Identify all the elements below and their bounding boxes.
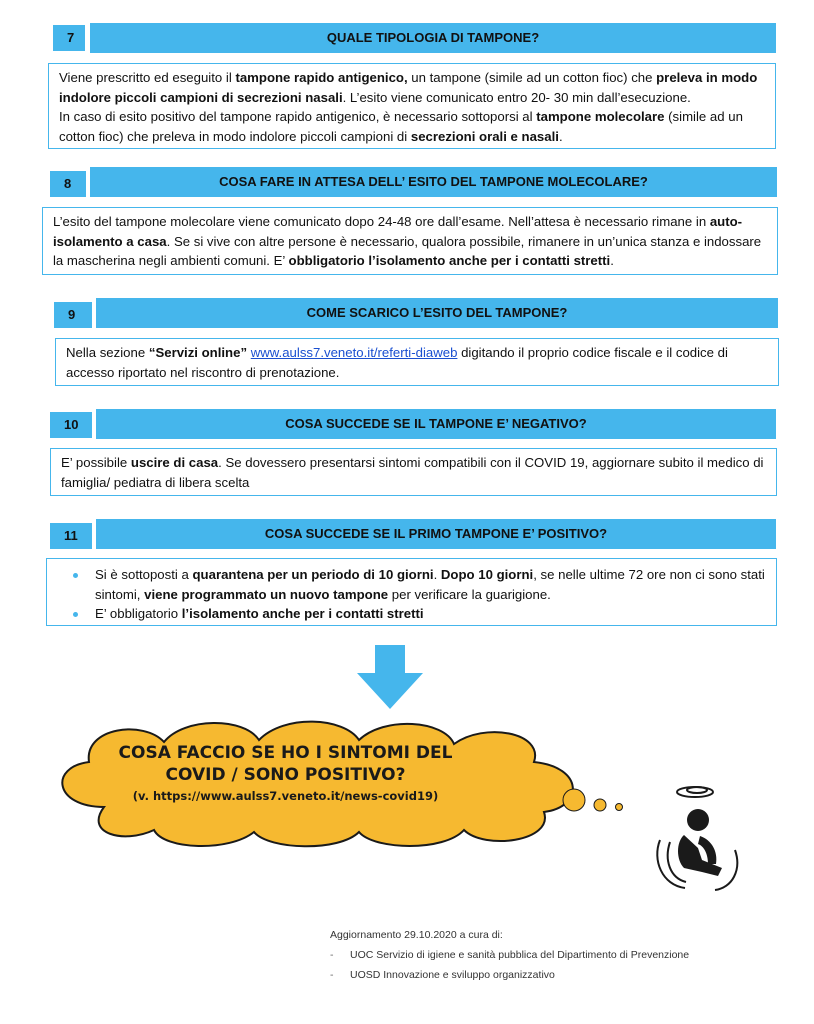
text: , se nelle ultime 72 ore non ci sono stati sintomi,: [95, 567, 765, 602]
section-8-title: COSA FARE IN ATTESA DELL’ ESITO DEL TAMPONE MOLECOLARE?: [90, 167, 777, 197]
footer-item-text: UOSD Innovazione e sviluppo organizzativo: [350, 969, 555, 981]
section-10-number: 10: [50, 412, 92, 438]
text-bold: uscire di casa: [130, 455, 219, 470]
text-bold: preleva in modo indolore piccoli campioni di secrezioni nasali: [59, 70, 758, 105]
section-7-number: 7: [53, 25, 85, 51]
text: .: [558, 128, 563, 144]
text: E’ obbligatorio: [95, 606, 182, 621]
text: L’esito del tampone molecolare viene comunicato dopo 24-48 ore dall’esame. Nell’attesa è necessario rimane in: [53, 214, 710, 229]
section-11-title: COSA SUCCEDE SE IL PRIMO TAMPONE E’ POSITIVO?: [96, 519, 776, 549]
text-bold: obbligatorio l’isolamento anche per i contatti stretti: [288, 253, 611, 268]
text: . Se si vive con altre persone è necessario, qualora possibile, rimanere in un’unica stanza e indossare la mascherina negli ambienti comuni. E’: [53, 233, 762, 268]
text-bold: “Servizi online”: [148, 345, 248, 360]
text-bold: tampone rapido antigenico,: [235, 70, 408, 85]
text-bold: tampone molecolare: [536, 109, 665, 124]
text: Viene prescritto ed eseguito il: [59, 70, 236, 85]
text: Nella sezione: [66, 345, 149, 360]
section-11-box: [46, 558, 777, 626]
text-bold: Dopo 10 giorni: [440, 567, 534, 582]
section-9-box: [55, 338, 779, 386]
dash: -: [330, 969, 334, 981]
section-8-box: [42, 207, 778, 275]
text-bold: quarantena per un periodo di 10 giorni: [192, 567, 434, 582]
section-7-box: [48, 63, 776, 149]
text: .: [610, 253, 614, 268]
text: per verificare la guarigione.: [388, 586, 551, 602]
section-10-title: COSA SUCCEDE SE IL TAMPONE E’ NEGATIVO?: [96, 409, 776, 439]
text: digitando il proprio codice fiscale e il codice di accesso riportato nel riscontro di prenotazione.: [66, 345, 728, 380]
text: E’ possibile: [61, 455, 131, 470]
section-9-number: 9: [54, 302, 92, 328]
footer: [330, 925, 689, 985]
update-line: Aggiornamento 29.10.2020 a cura di:: [330, 929, 503, 941]
section-7-title: QUALE TIPOLOGIA DI TAMPONE?: [90, 23, 776, 53]
section-11-number: 11: [50, 523, 92, 549]
list-item: [95, 565, 766, 604]
text-bold: l’isolamento anche per i contatti stretti: [181, 606, 424, 621]
down-arrow-icon: [355, 645, 425, 711]
section-9-title: COME SCARICO L’ESITO DEL TAMPONE?: [96, 298, 778, 328]
cloud-link[interactable]: (v. https://www.aulss7.veneto.it/news-covid19): [132, 789, 439, 803]
text: .: [433, 567, 441, 582]
cloud-title-line1: COSA FACCIO SE HO I SINTOMI DEL: [118, 743, 453, 763]
text: In caso di esito positivo del tampone rapido antigenico, è necessario sottoporsi al: [59, 109, 537, 124]
cloud-title-line2: COVID / SONO POSITIVO?: [165, 765, 406, 785]
text-bold: viene programmato un nuovo tampone: [144, 586, 389, 602]
text: un tampone (simile ad un cotton fioc) che: [407, 70, 657, 85]
text: . L’esito viene comunicato entro 20- 30 min dall’esecuzione.: [342, 89, 691, 105]
dash: -: [330, 949, 334, 961]
text: . Se dovessero presentarsi sintomi compatibili con il COVID 19, aggiornare subito il medico di famiglia/ pediatra di libera scelta: [61, 455, 764, 490]
text: (simile ad un cotton fioc) che preleva in modo indolore piccoli campioni di: [59, 109, 743, 144]
text-bold: auto-isolamento a casa: [53, 214, 743, 249]
dizzy-person-icon: [640, 780, 750, 895]
section-8-number: 8: [50, 171, 86, 197]
footer-item-text: UOC Servizio di igiene e sanità pubblica del Dipartimento di Prevenzione: [350, 949, 690, 961]
bullet-list: [57, 565, 766, 624]
section-10-box: [50, 448, 777, 496]
referti-link[interactable]: www.aulss7.veneto.it/referti-diaweb: [250, 345, 458, 360]
footer-item: [330, 965, 689, 985]
text-bold: secrezioni orali e nasali: [410, 128, 559, 144]
text: Si è sottoposti a: [95, 567, 193, 582]
footer-item: [330, 945, 689, 965]
list-item: [95, 604, 766, 624]
